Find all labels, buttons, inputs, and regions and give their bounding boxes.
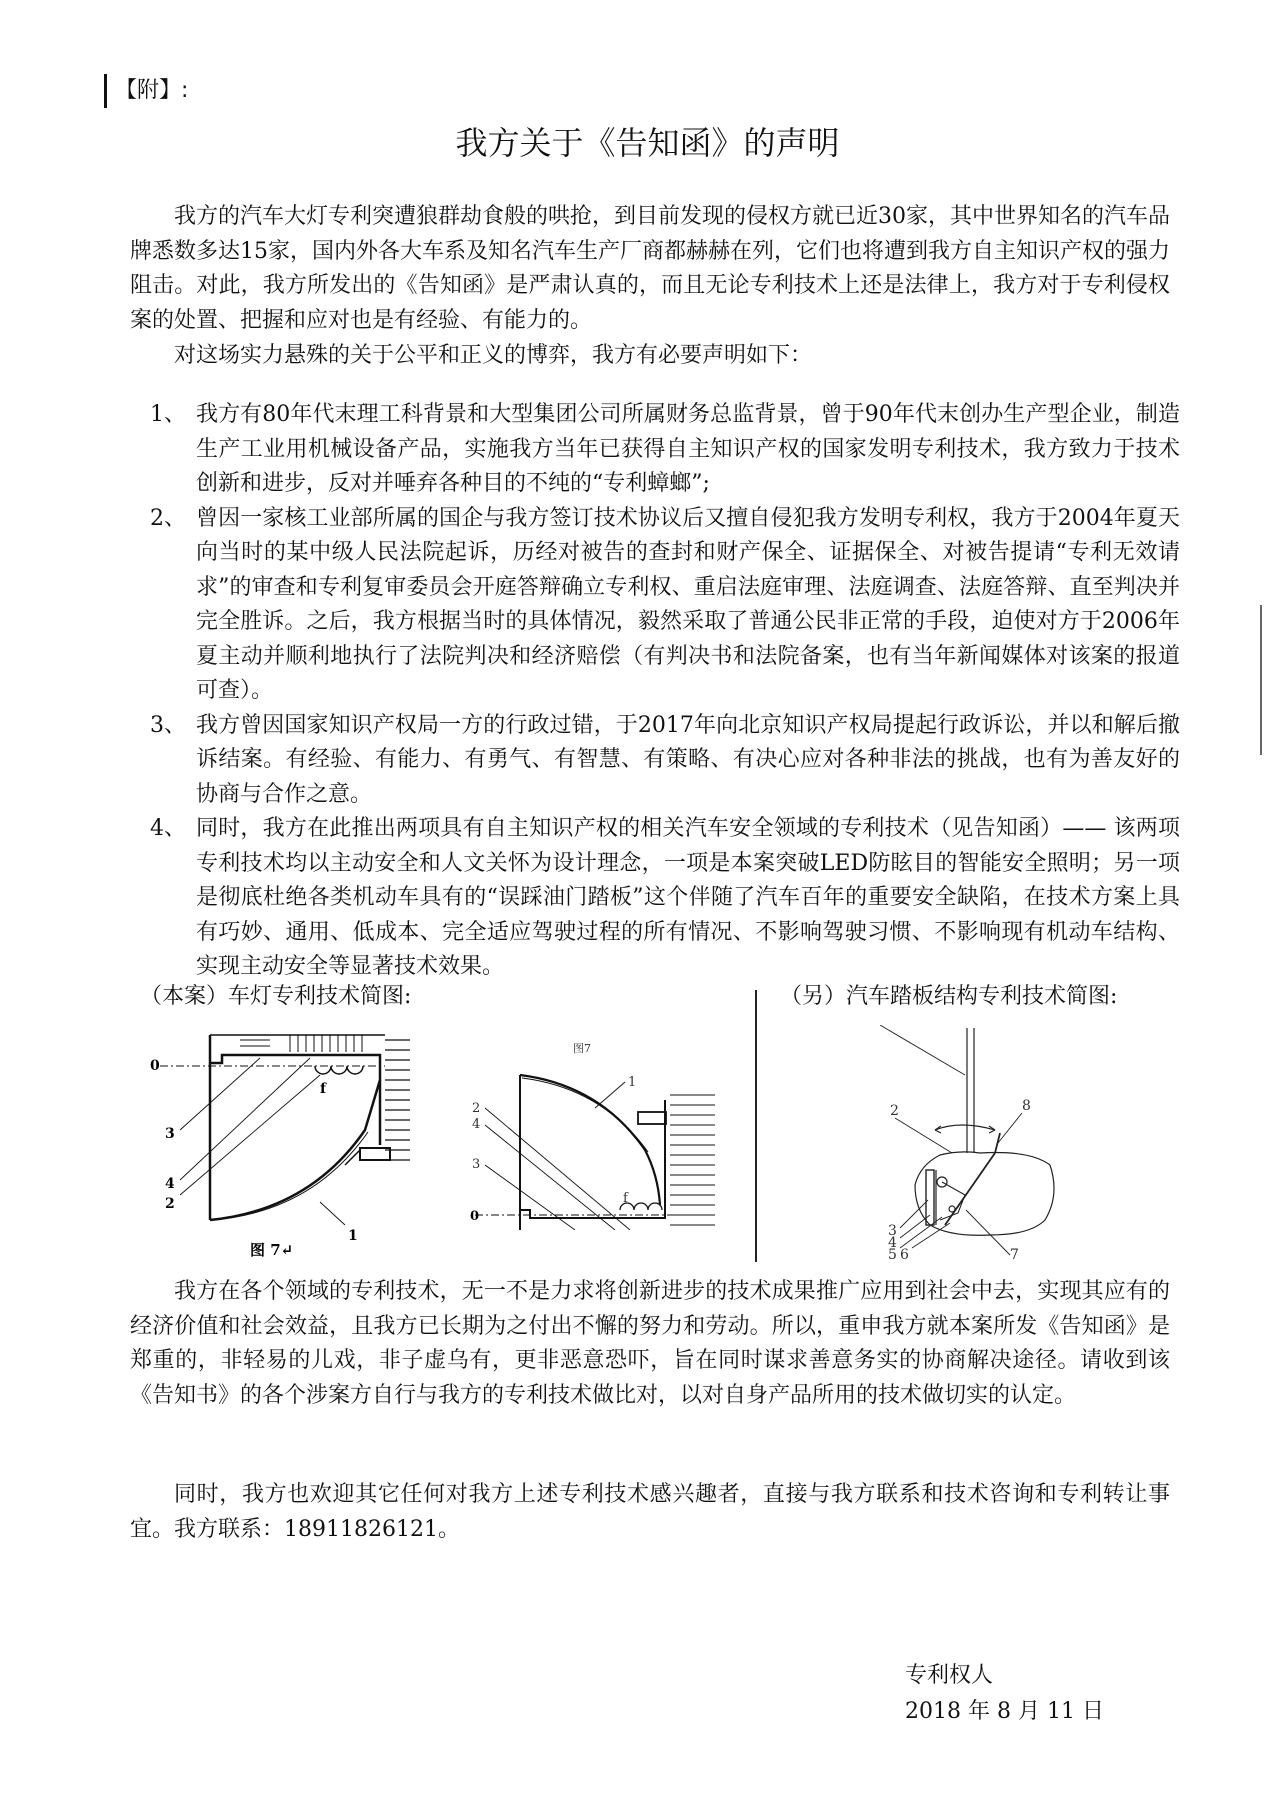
label-3: 3 (472, 1157, 481, 1172)
label-0: 0 (150, 1058, 160, 1074)
list-item-text: 同时，我方在此推出两项具有自主知识产权的相关汽车安全领域的专利技术（见告知函）—— 该两项专利技术均以主动安全和人文关怀为设计理念，一项是本案突破LED防眩目的智能安全照明；另一项是彻底杜绝各类机动车具有的“误踩油门踏板”这个伴随了汽车百年的重要安全缺陷，在技术方案上具有巧妙、通用、低成本、完全适应驾驶过程的所有情况、不影响驾驶习惯、不影响现有机动车结构、实现主动安全等显著技术效果。 (196, 816, 1180, 979)
list-item-text: 我方曾因国家知识产权局一方的行政过错，于2017年向北京知识产权局提起行政诉讼，并以和解后撤诉结案。有经验、有能力、有勇气、有智慧、有策略、有决心应对各种非法的挑战，也有为善友好的协商与合作之意。 (196, 712, 1180, 807)
signature-date: 2018 年 8 月 11 日 (905, 1699, 1104, 1724)
list-item-number: 3、 (150, 712, 186, 738)
label-8: 8 (1022, 1098, 1031, 1114)
signer-name: 专利权人 (905, 1663, 994, 1688)
lamp-figure-caption: （本案）车灯专利技术简图: (140, 984, 412, 1009)
lamp-diagram-b (470, 1030, 720, 1230)
page-edge-mark (1260, 605, 1262, 755)
label-f: f (623, 1191, 628, 1206)
pedal-figure-caption: （另）汽车踏板结构专利技术简图: (780, 984, 1118, 1009)
list-item (150, 709, 1180, 813)
label-0: 0 (470, 1209, 480, 1224)
list-item-text: 曾因一家核工业部所属的国企与我方签订技术协议后又擅自侵犯我方发明专利权，我方于2004年夏天向当时的某中级人民法院起诉，历经对被告的查封和财产保全、证据保全、对被告提请“专利无效请求”的审查和专利复审委员会开庭答辩确立专利权、重启法庭审理、法庭调查、法庭答辩、直至判决并完全胜诉。之后，我方根据当时的具体情况，毅然采取了普通公民非正常的手段，迫使对方于2006年夏主动并顺利地执行了法院判决和经济赔偿（有判决书和法院备案，也有当年新闻媒体对该案的报道可查）。 (196, 505, 1180, 703)
pedal-diagram (870, 1025, 1070, 1260)
label-7: 7 (1010, 1247, 1019, 1260)
figure-caption-a: 图 7↵ (250, 1241, 294, 1259)
label-1: 1 (628, 1075, 637, 1090)
label-2: 2 (890, 1103, 899, 1119)
label-6: 6 (900, 1247, 909, 1260)
intro-paragraph-2: 对这场实力悬殊的关于公平和正义的博弈，我方有必要声明如下： (174, 343, 813, 368)
label-3: 3 (888, 1223, 897, 1239)
label-1: 1 (348, 1228, 358, 1244)
label-2: 2 (165, 1196, 175, 1212)
list-item (150, 398, 1180, 502)
label-5: 5 (888, 1247, 897, 1260)
list-item (150, 812, 1180, 985)
label-4: 4 (472, 1117, 481, 1132)
list-item-text: 我方有80年代末理工科背景和大型集团公司所属财务总监背景，曾于90年代末创办生产型企业，制造生产工业用机械设备产品，实施我方当年已获得自主知识产权的国家发明专利技术，我方致力于技术创新和进步，反对并唾弃各种目的不纯的“专利蟑螂”; (196, 402, 1180, 496)
list-item-number: 1、 (150, 402, 186, 427)
figure-divider (755, 990, 757, 1262)
document-title: 我方关于《告知函》的声明 (455, 124, 840, 162)
figure-caption-b: 图7 (573, 1042, 591, 1055)
list-item-number: 2、 (150, 505, 186, 531)
label-f: f (320, 1081, 327, 1097)
attachment-label: 【附】: (104, 74, 188, 108)
lamp-diagram-a (150, 1030, 410, 1260)
label-4: 4 (165, 1176, 175, 1192)
label-4: 4 (888, 1235, 897, 1251)
label-2: 2 (472, 1101, 481, 1116)
intro-paragraph-1: 我方的汽车大灯专利突遭狼群劫食般的哄抢，到目前发现的侵权方就已近30家，其中世界知名的汽车品牌悉数多达15家，国内外各大车系及知名汽车生产厂商都赫赫在列，它们也将遭到我方自主知识产权的强力阻击。对此，我方所发出的《告知函》是严肃认真的，而且无论专利技术上还是法律上，我方对于专利侵权案的处置、把握和应对也是有经验、有能力的。 (130, 204, 1170, 333)
label-3: 3 (165, 1126, 175, 1142)
list-item-number: 4、 (150, 816, 186, 841)
closing-paragraph-1: 我方在各个领域的专利技术，无一不是力求将创新进步的技术成果推广应用到社会中去，实现其应有的经济价值和社会效益，且我方已长期为之付出不懈的努力和劳动。所以，重申我方就本案所发《告知函》是郑重的，非轻易的儿戏，非子虚乌有，更非恶意恐吓，旨在同时谋求善意务实的协商解决途径。请收到该《告知书》的各个涉案方自行与我方的专利技术做比对，以对自身产品所用的技术做切实的认定。 (130, 1279, 1170, 1408)
list-item (150, 502, 1180, 709)
closing-paragraph-2: 同时，我方也欢迎其它任何对我方上述专利技术感兴趣者，直接与我方联系和技术咨询和专利转让事宜。我方联系：18911826121。 (130, 1482, 1170, 1542)
statement-list (150, 398, 1180, 985)
